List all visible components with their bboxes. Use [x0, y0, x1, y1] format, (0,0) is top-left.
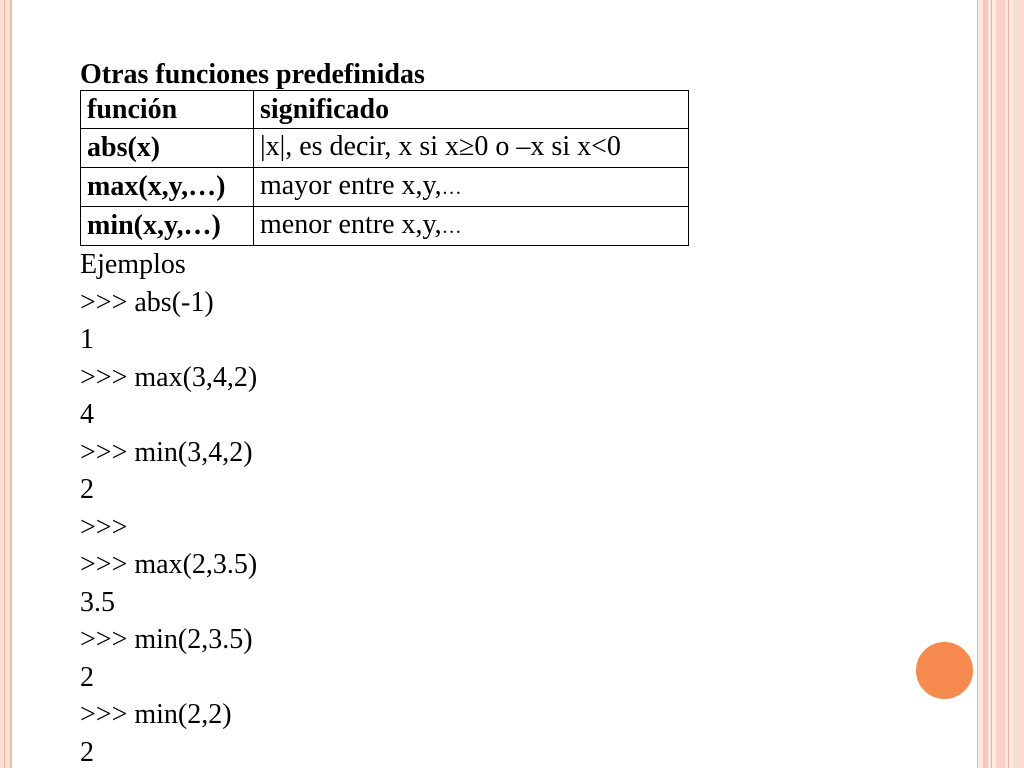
slide-title: Otras funciones predefinidas	[80, 59, 425, 90]
table-cell-function: min(x,y,…)	[81, 207, 254, 246]
table-cell-meaning	[254, 207, 689, 246]
meaning-text: mayor entre x,y,	[260, 170, 442, 201]
example-line: 1	[80, 324, 94, 355]
example-line: >>>	[80, 511, 128, 543]
table-cell-meaning	[254, 168, 689, 207]
table-row	[81, 168, 689, 207]
functions-table	[80, 90, 689, 246]
orange-circle-decoration	[914, 640, 975, 701]
examples-heading: Ejemplos	[80, 249, 186, 280]
examples-block	[80, 246, 689, 768]
example-line: >>> min(2,2)	[80, 699, 232, 730]
right-decorative-border	[977, 0, 1024, 768]
example-line: >>> min(2,3.5)	[80, 624, 253, 655]
table-row	[81, 207, 689, 246]
example-line: 2	[80, 474, 94, 505]
right-border-stripe	[996, 0, 1005, 768]
meaning-text: |x|, es decir, x si x≥0 o –x si x<0	[260, 131, 621, 162]
meaning-suffix: …	[441, 216, 462, 238]
example-line: >>> max(2,3.5)	[80, 549, 258, 580]
left-decorative-border	[0, 0, 12, 768]
table-header-row	[81, 91, 689, 129]
table-cell-function: max(x,y,…)	[81, 168, 254, 207]
meaning-suffix: …	[441, 177, 462, 199]
table-cell-function: abs(x)	[81, 129, 254, 168]
example-line: 2	[80, 736, 94, 768]
example-line: >>> min(3,4,2)	[80, 436, 253, 468]
slide-content	[80, 56, 689, 768]
right-border-stripe	[983, 0, 988, 768]
example-line: >>> abs(-1)	[80, 286, 214, 318]
left-border-line	[4, 0, 5, 768]
right-border-stripe	[1013, 0, 1024, 768]
example-line: 3.5	[80, 586, 115, 618]
example-line: 4	[80, 399, 94, 430]
right-border-stripe	[977, 0, 978, 768]
right-border-stripe	[1008, 0, 1009, 768]
table-cell-meaning	[254, 129, 689, 168]
example-line: 2	[80, 661, 94, 693]
table-header-function: función	[81, 91, 254, 129]
table-header-meaning: significado	[254, 91, 689, 129]
table-row	[81, 129, 689, 168]
right-border-stripe	[991, 0, 992, 768]
meaning-text: menor entre x,y,	[260, 209, 442, 240]
example-line: >>> max(3,4,2)	[80, 361, 258, 393]
